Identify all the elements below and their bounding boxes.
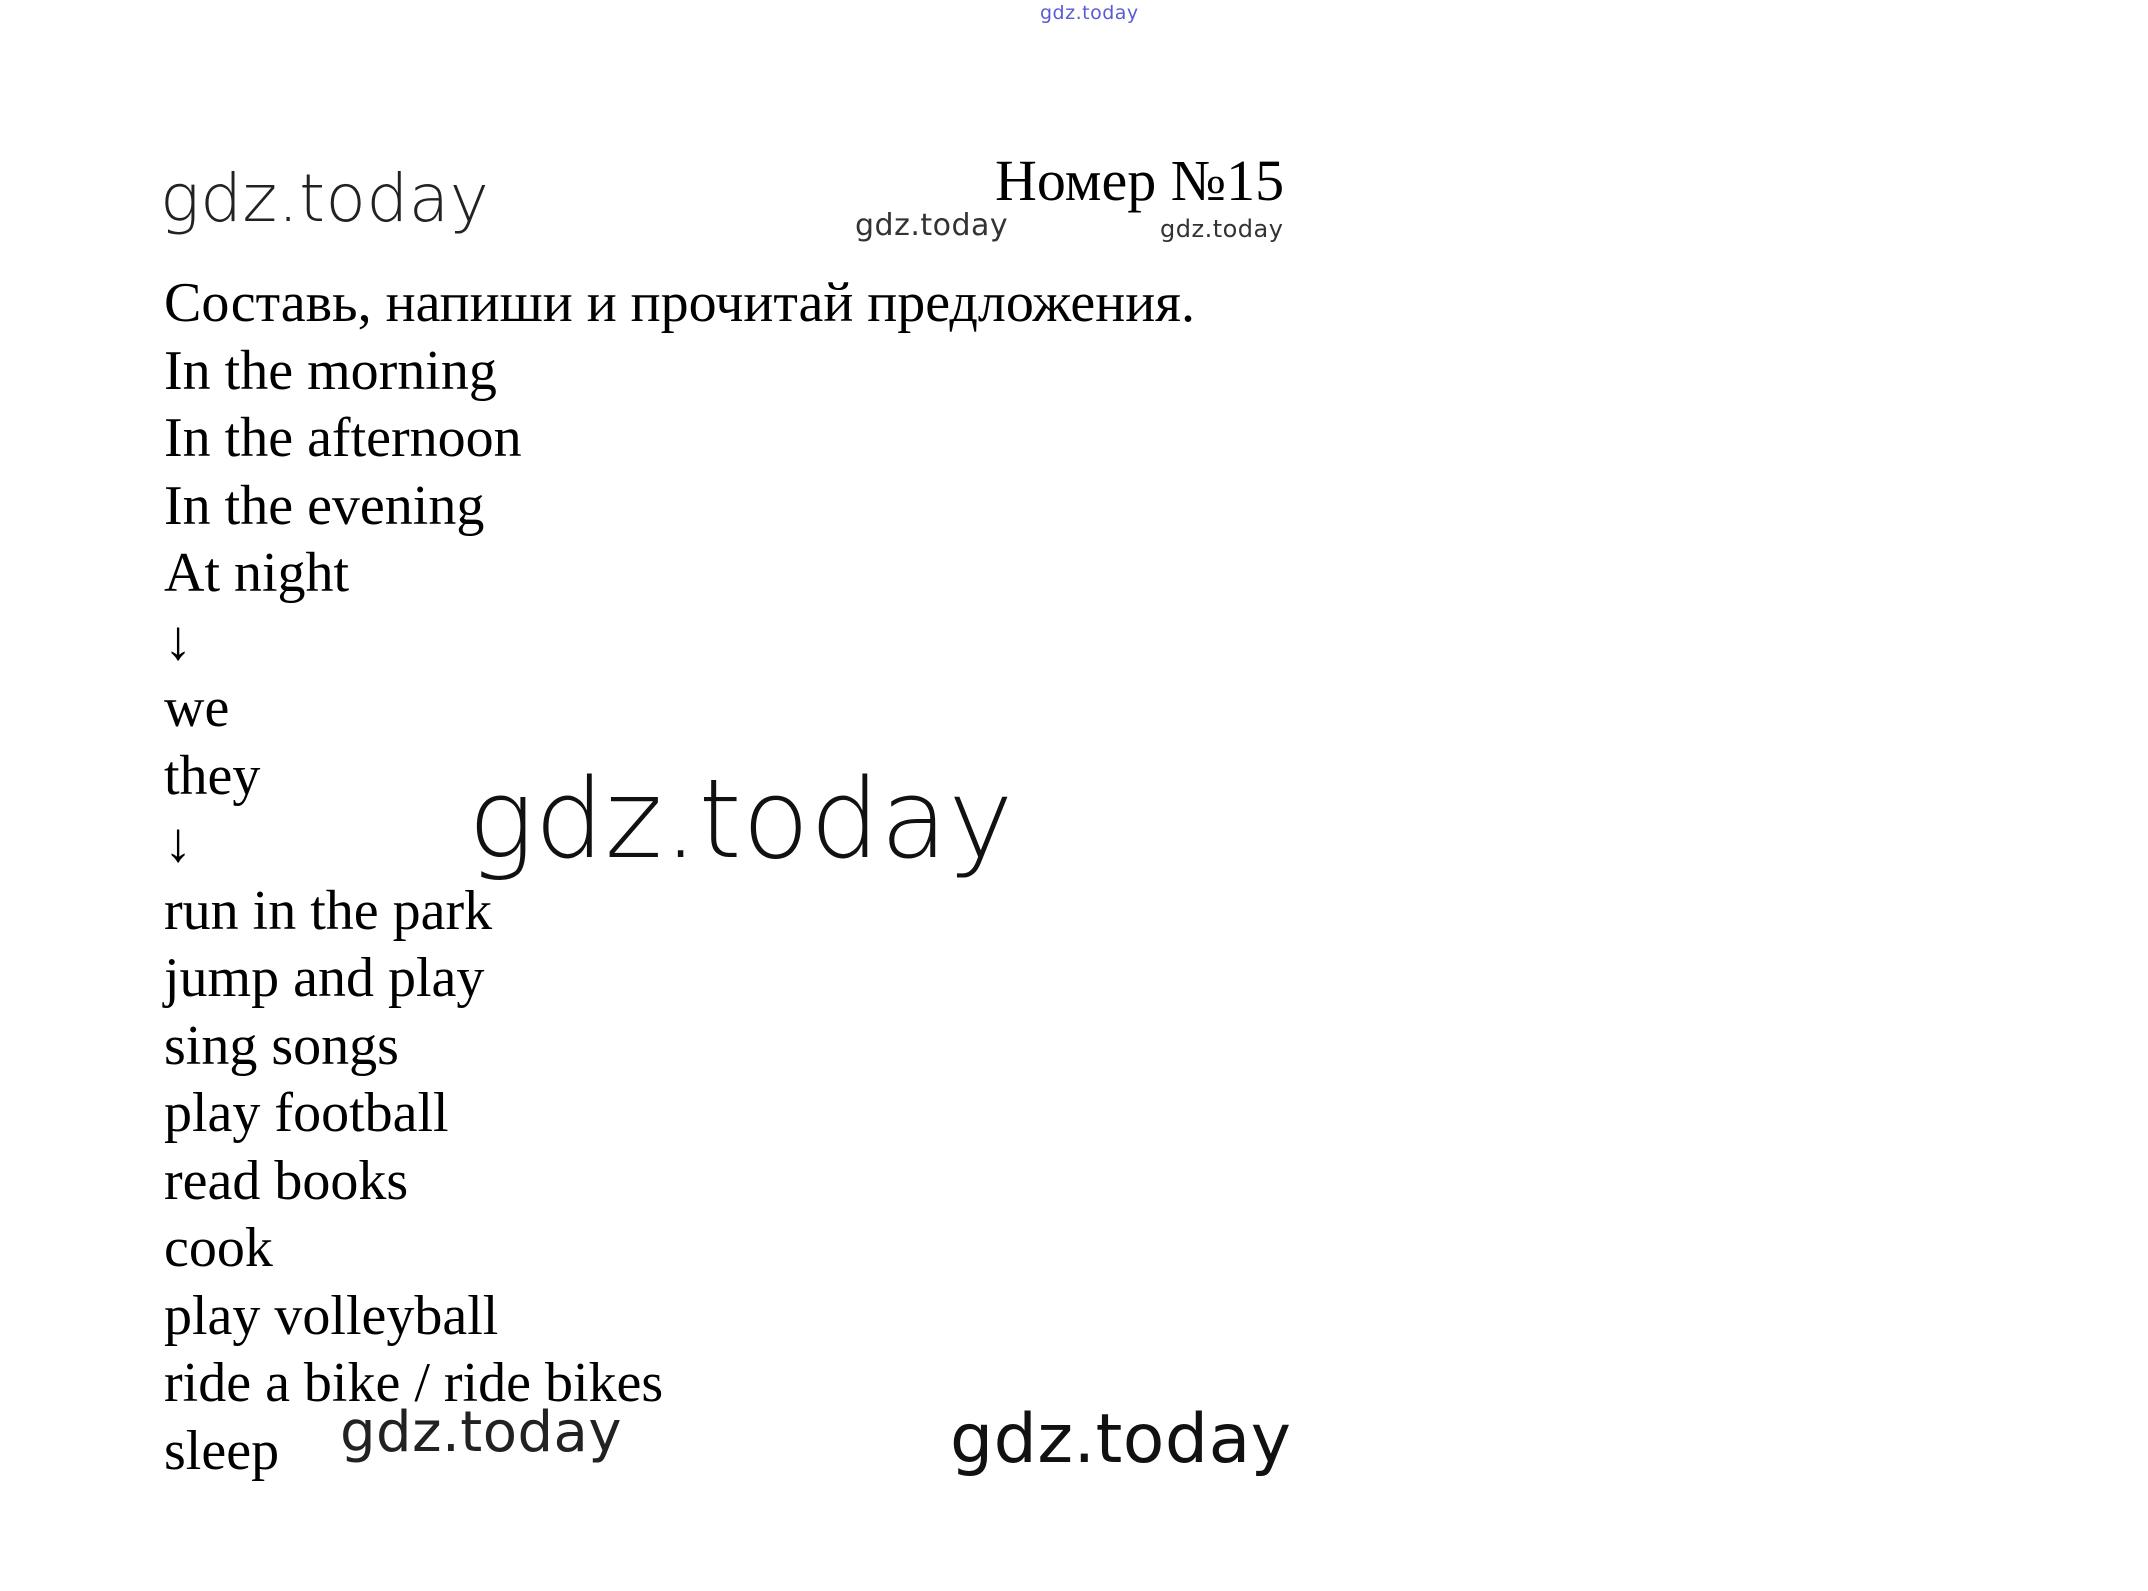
activity-phrase: cook xyxy=(164,1217,273,1279)
activity-phrase: run in the park xyxy=(164,879,493,942)
time-phrase: In the afternoon xyxy=(164,407,522,469)
pronoun: they xyxy=(164,744,261,807)
watermark-header-left: gdz.today xyxy=(160,160,490,237)
watermark-bottom-left: gdz.today xyxy=(340,1400,623,1465)
activity-phrase: jump and play xyxy=(164,947,485,1009)
time-phrase: In the morning xyxy=(164,339,497,402)
activity-phrase: read books xyxy=(164,1149,409,1212)
activity-phrase: ride a bike / ride bikes xyxy=(164,1352,664,1414)
down-arrow: ↓ xyxy=(164,609,192,672)
activity-phrase: sing songs xyxy=(164,1014,399,1077)
watermark-center: gdz.today xyxy=(468,755,1014,883)
activity-phrase: play volleyball xyxy=(164,1284,499,1347)
watermark-top: gdz.today xyxy=(1040,2,1139,24)
pronoun: we xyxy=(164,677,230,739)
instruction-text: Составь, напиши и прочитай предложения. xyxy=(164,272,1195,334)
down-arrow: ↓ xyxy=(164,812,192,874)
page-title: Номер №15 xyxy=(995,148,1285,213)
activity-phrase: sleep xyxy=(164,1419,280,1482)
time-phrase: At night xyxy=(164,542,350,604)
watermark-bottom-right: gdz.today xyxy=(950,1400,1292,1479)
watermark-header-right: gdz.today xyxy=(1160,215,1284,243)
watermark-header-mid: gdz.today xyxy=(855,208,1009,243)
time-phrase: In the evening xyxy=(164,474,485,537)
activity-phrase: play football xyxy=(164,1082,449,1144)
